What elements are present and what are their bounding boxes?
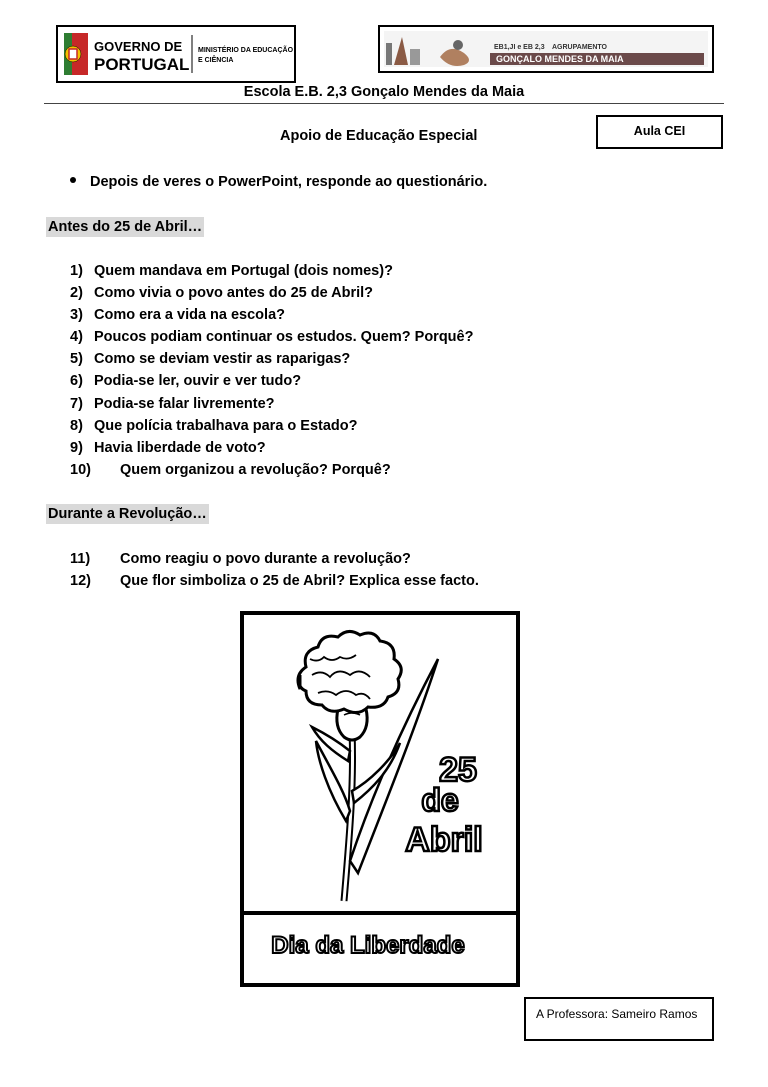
question-item: 12) Que flor simboliza o 25 de Abril? Explica esse facto. <box>70 573 479 589</box>
instruction <box>70 174 487 190</box>
question-item: 11) Como reagiu o povo durante a revolução? <box>70 551 411 567</box>
question-item: 7) Podia-se falar livremente? <box>70 396 275 412</box>
portugal-emblem-icon <box>58 27 294 81</box>
svg-text:EB1,JI e EB 2,3: EB1,JI e EB 2,3 <box>494 44 545 51</box>
carnation-icon <box>240 611 520 989</box>
question-item: 5) Como se deviam vestir as raparigas? <box>70 351 351 367</box>
svg-text:GOVERNO DE: GOVERNO DE <box>94 39 183 54</box>
svg-text:E CIÊNCIA: E CIÊNCIA <box>198 57 234 64</box>
class-box: Aula CEI <box>596 115 723 149</box>
school-name: Escola E.B. 2,3 Gonçalo Mendes da Maia <box>243 84 525 100</box>
illustration-abril: Abril <box>405 821 483 859</box>
instruction-text: Depois de veres o PowerPoint, responde ao questionário. <box>90 174 488 190</box>
svg-text:MINISTÉRIO DA EDUCAÇÃO: MINISTÉRIO DA EDUCAÇÃO <box>198 47 294 54</box>
illustration-de: de <box>421 782 459 818</box>
section-title-durante: Durante a Revolução… <box>48 506 207 522</box>
teacher-signature: A Professora: Sameiro Ramos <box>524 997 714 1041</box>
question-item: 6) Podia-se ler, ouvir e ver tudo? <box>70 373 302 389</box>
question-item: 2) Como vivia o povo antes do 25 de Abril? <box>70 285 374 301</box>
government-logo <box>56 25 296 83</box>
illustration-caption: Dia da Liberdade <box>271 932 465 959</box>
question-item: 9) Havia liberdade de voto? <box>70 440 266 456</box>
section-title-antes: Antes do 25 de Abril… <box>48 219 203 235</box>
agrupamento-logo <box>378 25 714 73</box>
header-divider <box>44 103 724 104</box>
question-item: 4) Poucos podiam continuar os estudos. Quem? Porquê? <box>70 329 474 345</box>
svg-text:AGRUPAMENTO: AGRUPAMENTO <box>552 44 607 51</box>
page-subtitle: Apoio de Educação Especial <box>280 128 478 144</box>
svg-text:PORTUGAL: PORTUGAL <box>94 55 190 74</box>
question-item: 3) Como era a vida na escola? <box>70 307 285 323</box>
illustration-number: 25 <box>439 751 477 789</box>
carnation-illustration <box>240 611 520 989</box>
bullet-icon <box>70 177 76 183</box>
question-item: 10) Quem organizou a revolução? Porquê? <box>70 462 391 478</box>
question-item: 8) Que polícia trabalhava para o Estado? <box>70 418 358 434</box>
svg-text:GONÇALO MENDES DA MAIA: GONÇALO MENDES DA MAIA <box>496 54 624 64</box>
agrupamento-banner-icon <box>380 27 712 71</box>
question-item: 1) Quem mandava em Portugal (dois nomes)? <box>70 263 393 279</box>
